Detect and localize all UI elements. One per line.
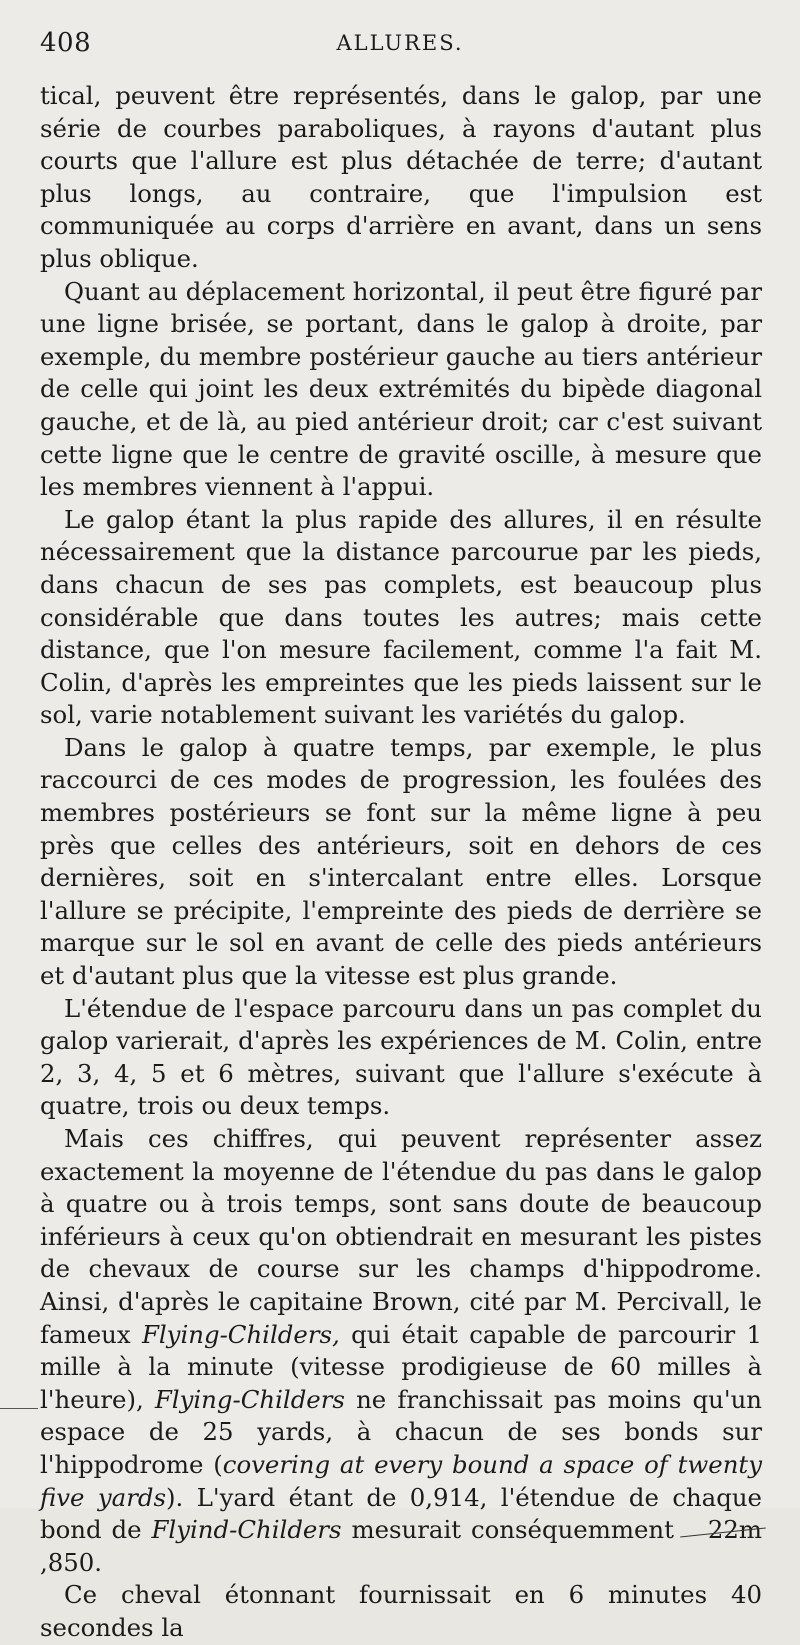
text-run: qui était capable de parcourir 1 mille à la minute (vitesse prodigieuse de 60 milles à l'heure), — [40, 1319, 762, 1414]
text-run: tical, peuvent être représentés, dans le galop, par une série de courbes paraboliques, à rayons d'autant plus courts que l'allure est plus détachée de terre; d'autant plus longs, au contraire, que l'impulsion est communiquée au corps d'arrière en avant, dans un sens plus oblique. — [40, 81, 762, 273]
paragraph — [40, 80, 762, 276]
page-number: 408 — [40, 28, 92, 58]
text-run: Dans le galop à quatre temps, par exemple, le plus raccourci de ces modes de progression, les foulées des membres postérieurs se font sur la même ligne à peu près que celles des antérieurs, soit en dehors de ces dernières, soit en s'intercalant entre elles. Lorsque l'allure se précipite, l'empreinte des pieds de derrière se marque sur le sol en avant de celle des pieds antérieurs et d'autant plus que la vitesse est plus grande. — [40, 732, 762, 991]
text-run: L'étendue de l'espace parcouru dans un pas complet du galop varierait, d'après les expériences de M. Colin, entre 2, 3, 4, 5 et 6 mètres, suivant que l'allure s'exécute à quatre, trois ou deux temps. — [40, 993, 762, 1121]
text-run: Mais ces chiffres, qui peuvent représenter assez exactement la moyenne de l'étendue du pas dans le galop à quatre ou à trois temps, sont sans doute de beaucoup inférieurs à ceux qu'on obtiendrait en mesurant les pistes de chevaux de course sur les champs d'hippodrome. Ainsi, d'après le capitaine Brown, cité par M. Percivall, le fameux — [40, 1124, 762, 1349]
text-run: ne franchissait pas moins qu'un espace de 25 yards, à chacun de ses bonds sur l'hippodrome ( — [40, 1384, 762, 1479]
paragraph — [40, 732, 762, 993]
margin-rule — [0, 1408, 38, 1409]
struck-text: 22m — [684, 1514, 762, 1547]
text-run: mesurait conséquemment — [341, 1515, 684, 1545]
text-run: Quant au déplacement horizontal, il peut être figuré par une ligne brisée, se portant, dans le galop à droite, par exemple, du membre postérieur gauche au tiers antérieur de celle qui joint les deux extrémités du bipède diagonal gauche, et de là, au pied antérieur droit; car c'est suivant cette ligne que le centre de gravité oscille, à mesure que les membres viennent à l'appui. — [40, 276, 762, 502]
paragraph — [40, 1579, 762, 1644]
body-text — [40, 80, 762, 1645]
running-title: ALLURES. — [336, 31, 464, 55]
paragraph — [40, 1123, 762, 1579]
text-run: ). L'yard étant de 0,914, l'étendue de chaque bond de — [40, 1482, 762, 1545]
text-run: Ce cheval étonnant fournissait en 6 minutes 40 secondes la — [40, 1580, 762, 1642]
page-header — [40, 28, 760, 68]
italic-text: covering at every bound a space of twenty five yards — [40, 1449, 762, 1512]
italic-text: Flyind-Childers — [151, 1515, 342, 1545]
italic-text: Flying-Childers — [154, 1384, 345, 1414]
paragraph — [40, 993, 762, 1123]
text-run: Le galop étant la plus rapide des allures, il en résulte nécessairement que la distance parcourue par les pieds, dans chacun de ses pas complets, est beaucoup plus considérable que dans toutes les autres; mais cette distance, que l'on mesure facilement, comme l'a fait M. Colin, d'après les empreintes que les pieds laissent sur le sol, varie notablement suivant les variétés du galop. — [40, 504, 762, 730]
paragraph — [40, 276, 762, 504]
italic-text: Flying-Childers, — [141, 1319, 340, 1349]
paragraph — [40, 504, 762, 732]
text-run: ,850. — [40, 1547, 103, 1577]
